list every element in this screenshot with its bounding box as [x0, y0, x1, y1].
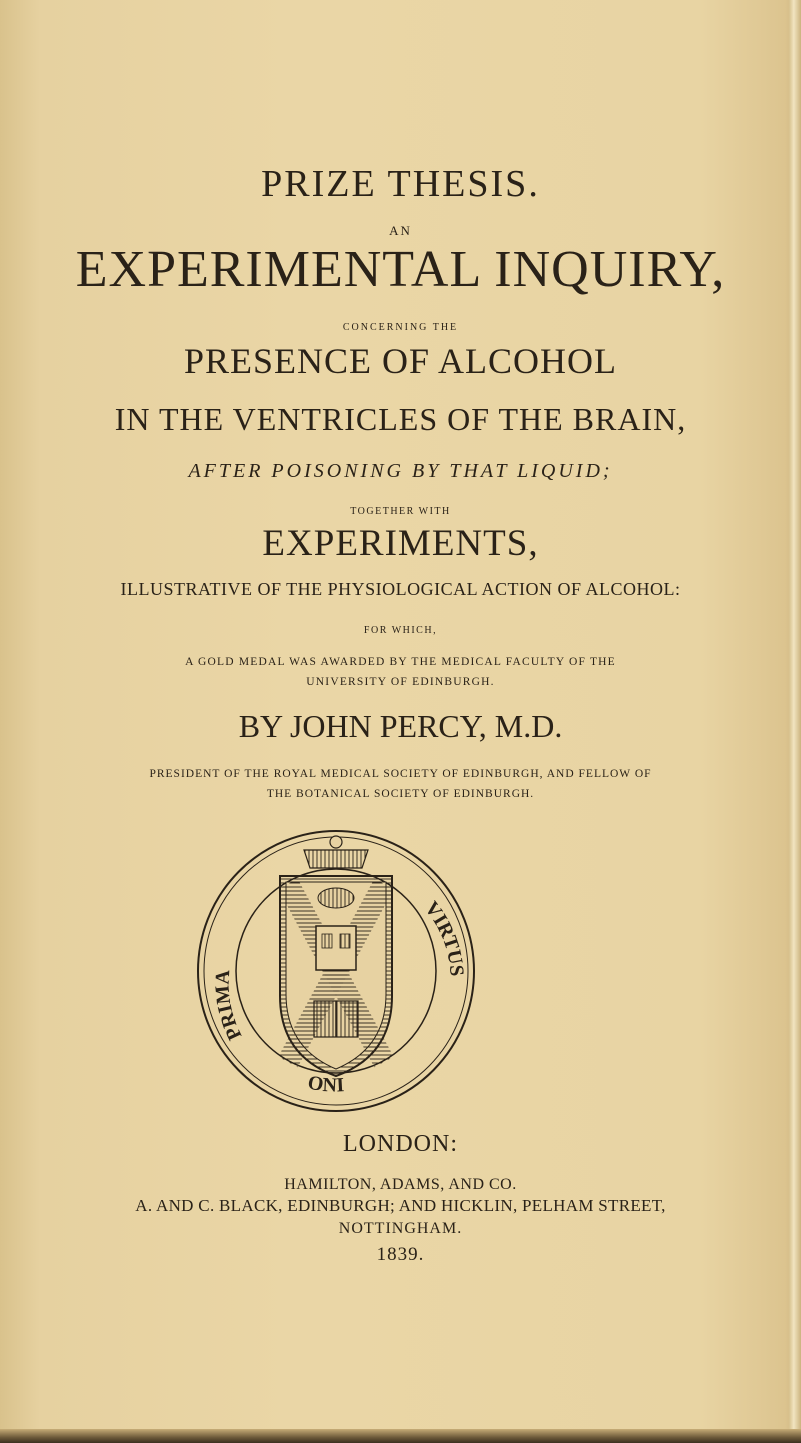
seal-right-text: VIRTUS: [420, 897, 468, 977]
concerning-line: CONCERNING THE: [342, 322, 459, 333]
author-credentials-line-1: PRESIDENT OF THE ROYAL MEDICAL SOCIETY OF EDINBURGH, AND FELLOW OF: [149, 768, 652, 780]
author-credentials-line-2: THE BOTANICAL SOCIETY OF EDINBURGH.: [266, 788, 535, 800]
imprint-city: LONDON:: [343, 1131, 458, 1157]
ventricles-title: IN THE VENTRICLES OF THE BRAIN,: [114, 401, 687, 437]
illustrative-line: ILLUSTRATIVE OF THE PHYSIOLOGICAL ACTION OF ALCOHOL:: [120, 579, 681, 599]
university-seal-emblem: [192, 826, 480, 1116]
seal-bottom-text: ONI: [306, 1071, 345, 1097]
imprint-publisher: HAMILTON, ADAMS, AND CO.: [284, 1176, 517, 1193]
imprint-city-2: NOTTINGHAM.: [338, 1220, 463, 1237]
after-poisoning-line: AFTER POISONING BY THAT LIQUID;: [188, 460, 613, 482]
main-title: EXPERIMENTAL INQUIRY,: [75, 241, 726, 298]
experiments-title: EXPERIMENTS,: [262, 523, 539, 564]
seal-left-text: PRIMA: [211, 969, 247, 1044]
together-with-line: TOGETHER WITH: [350, 506, 451, 517]
svg-text:ONI: [306, 1072, 345, 1097]
prize-heading: PRIZE THESIS.: [261, 163, 540, 205]
presence-title: PRESENCE OF ALCOHOL: [183, 341, 618, 381]
imprint-year: 1839.: [376, 1244, 425, 1265]
gold-medal-line-1: A GOLD MEDAL WAS AWARDED BY THE MEDICAL FACULTY OF THE: [185, 656, 616, 668]
gold-medal-line-2: UNIVERSITY OF EDINBURGH.: [306, 676, 495, 688]
author-line: BY JOHN PERCY, M.D.: [238, 708, 563, 744]
page-bottom-edge: [0, 1429, 801, 1443]
svg-text:PRIMA: [211, 969, 246, 1044]
for-which-line: FOR WHICH,: [363, 625, 438, 636]
an-line: AN: [389, 223, 412, 238]
imprint-co-publishers: A. AND C. BLACK, EDINBURGH; AND HICKLIN, PELHAM STREET,: [135, 1196, 666, 1215]
